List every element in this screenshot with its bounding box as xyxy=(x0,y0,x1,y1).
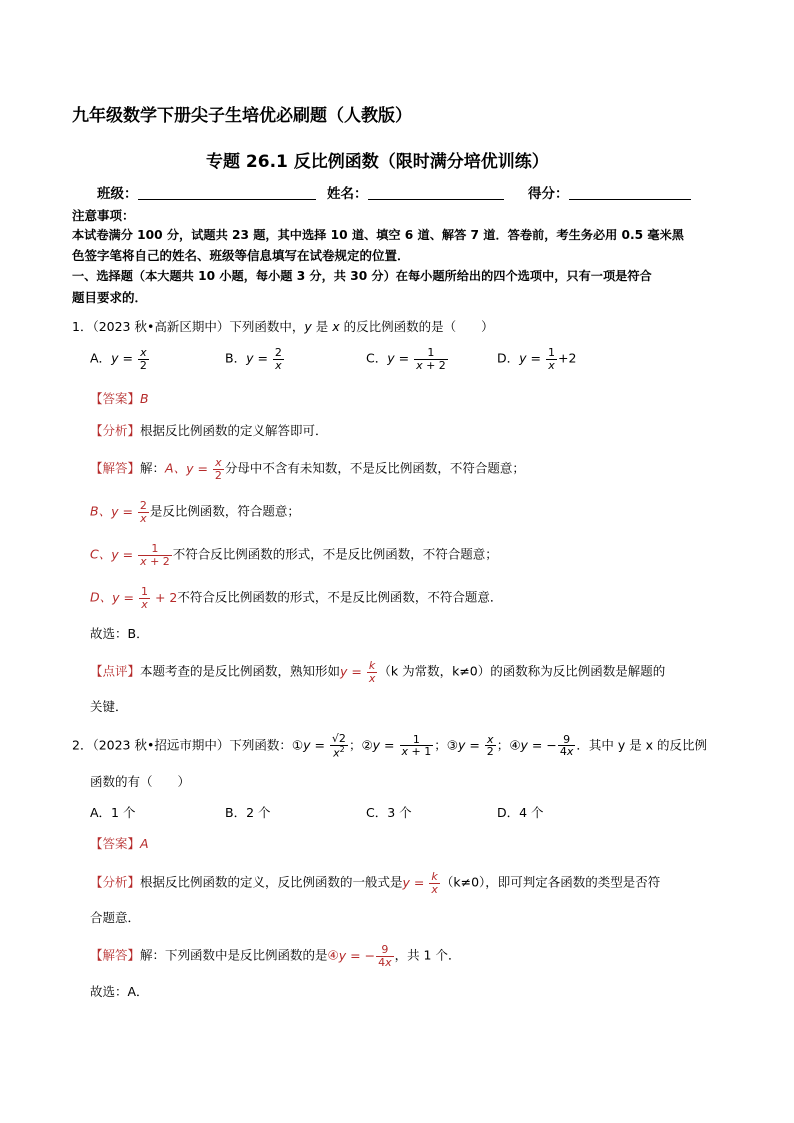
q1-comment-tag: 【点评】 xyxy=(90,663,141,679)
q1-number: 1． xyxy=(72,319,93,334)
q2-source: （2023 秋•招远市期中）下列函数： xyxy=(92,737,292,753)
q1-var-y: y xyxy=(304,319,312,334)
q1-option-b[interactable]: B．y = $\frac{2}{x}$ xyxy=(225,346,282,372)
section1-line1: 一、选择题（本大题共 10 小题，每小题 3 分，共 30 分）在每小题所给出的四个选项中，只有一项是符合 xyxy=(72,269,652,283)
q1-comment-end: 关键． xyxy=(90,699,128,714)
score-input-line[interactable] xyxy=(569,185,691,200)
q1-solution-tag: 【解答】 xyxy=(90,460,141,476)
q1-source: （2023 秋•高新区期中）下列函数中， xyxy=(92,319,305,334)
q1-option-d-label: D． xyxy=(497,350,520,366)
q2-stem-line2: 函数的有（ ） xyxy=(90,774,191,789)
q1-analysis-tag: 【分析】 xyxy=(90,423,141,438)
q1-stem-mid: 是 xyxy=(311,319,333,334)
q2-option-d[interactable]: D．4 个 xyxy=(497,805,544,820)
q1-stem xyxy=(72,317,494,335)
section1-line2: 题目要求的． xyxy=(72,290,148,305)
q1-comment: 【点评】本题考查的是反比例函数，熟知形如y = $\frac{k}{x}$ （k 为常数，k≠0）的函数称为反比例函数是解题的 xyxy=(90,659,666,685)
q1-choice: 故选：B． xyxy=(90,626,149,641)
class-input-line[interactable] xyxy=(138,185,316,200)
q2-answer xyxy=(90,834,149,852)
q1-answer-tag: 【答案】 xyxy=(90,391,141,406)
q2-option-a[interactable]: A．1 个 xyxy=(90,805,136,820)
q1-analysis-text: 根据反比例函数的定义解答即可． xyxy=(140,423,328,438)
q2-number: 2． xyxy=(72,737,93,753)
name-input-line[interactable] xyxy=(368,185,504,200)
q1-answer xyxy=(90,389,149,407)
name-label: 姓名： xyxy=(327,186,368,202)
q1-solution-b: B、y = $\frac{2}{x}$ 是反比例函数，符合题意； xyxy=(90,499,300,525)
q2-solution-tag: 【解答】 xyxy=(90,947,141,963)
q1-option-a-label: A． xyxy=(90,350,112,366)
q2-answer-tag: 【答案】 xyxy=(90,836,141,851)
topic-title: 专题 26.1 反比例函数（限时满分培优训练） xyxy=(206,152,549,172)
q1-option-c[interactable]: C．y = $\frac{1}{x + 2}$ xyxy=(366,346,446,372)
name-field xyxy=(327,182,504,202)
q1-option-a[interactable]: A．y = $\frac{x}{2}$ xyxy=(90,346,147,372)
q1-option-c-label: C． xyxy=(366,350,388,366)
score-field xyxy=(528,182,691,202)
q2-solution: 【解答】解：下列函数中是反比例函数的是④y = − $\frac{9}{4x}$ ，共 1 个． xyxy=(90,943,461,969)
notice-title: 注意事项： xyxy=(72,208,135,223)
class-field xyxy=(97,182,316,202)
q1-option-b-label: B． xyxy=(225,350,247,366)
q2-analysis-end: 合题意． xyxy=(90,910,141,925)
q2-analysis-tag: 【分析】 xyxy=(90,874,141,890)
class-label: 班级： xyxy=(97,186,138,202)
q1-analysis xyxy=(90,421,328,439)
q2-option-b[interactable]: B．2 个 xyxy=(225,805,271,820)
notice-line2: 色签字笔将自己的姓名、班级等信息填写在试卷规定的位置． xyxy=(72,248,410,263)
score-label: 得分： xyxy=(528,186,569,202)
q1-var-x: x xyxy=(332,319,340,334)
notice-line1: 本试卷满分 100 分，试题共 23 题，其中选择 10 道、填空 6 道、解答 7 道．答卷前，考生务必用 0.5 毫米黑 xyxy=(72,228,684,242)
q2-choice: 故选：A． xyxy=(90,984,149,999)
q2-answer-value: A xyxy=(140,836,149,851)
q1-stem-end: 的反比例函数的是（ ） xyxy=(339,319,494,334)
q1-answer-value: B xyxy=(140,391,149,406)
q2-analysis: 【分析】根据反比例函数的定义，反比例函数的一般式是y = $\frac{k}{x}$ （k≠0），即可判定各函数的类型是否符 xyxy=(90,870,661,896)
q2-option-c[interactable]: C．3 个 xyxy=(366,805,412,820)
q2-stem: 2．（2023 秋•招远市期中）下列函数：①y = $\frac{√2}{x^2}$ ；②y = $\frac{1}{x + 1}$ ；③y = $\frac{x}{2}$ ；④y = − $\frac{9}{4x}$ ．其中 y 是 x 的反比例 xyxy=(72,732,708,760)
q1-solution-c: C、y = $\frac{1}{x + 2}$ 不符合反比例函数的形式，不是反比例函数，不符合题意； xyxy=(90,542,498,568)
q1-solution-d: D、y = $\frac{1}{x}$ + 2不符合反比例函数的形式，不是反比例函数，不符合题意． xyxy=(90,585,503,611)
book-title: 九年级数学下册尖子生培优必刷题（人教版） xyxy=(72,106,412,126)
q1-option-d[interactable]: D．y = $\frac{1}{x}$ +2 xyxy=(497,346,577,372)
q1-solution-a: 【解答】解：A、y = $\frac{x}{2}$ 分母中不含有未知数，不是反比例函数，不符合题意； xyxy=(90,456,525,482)
